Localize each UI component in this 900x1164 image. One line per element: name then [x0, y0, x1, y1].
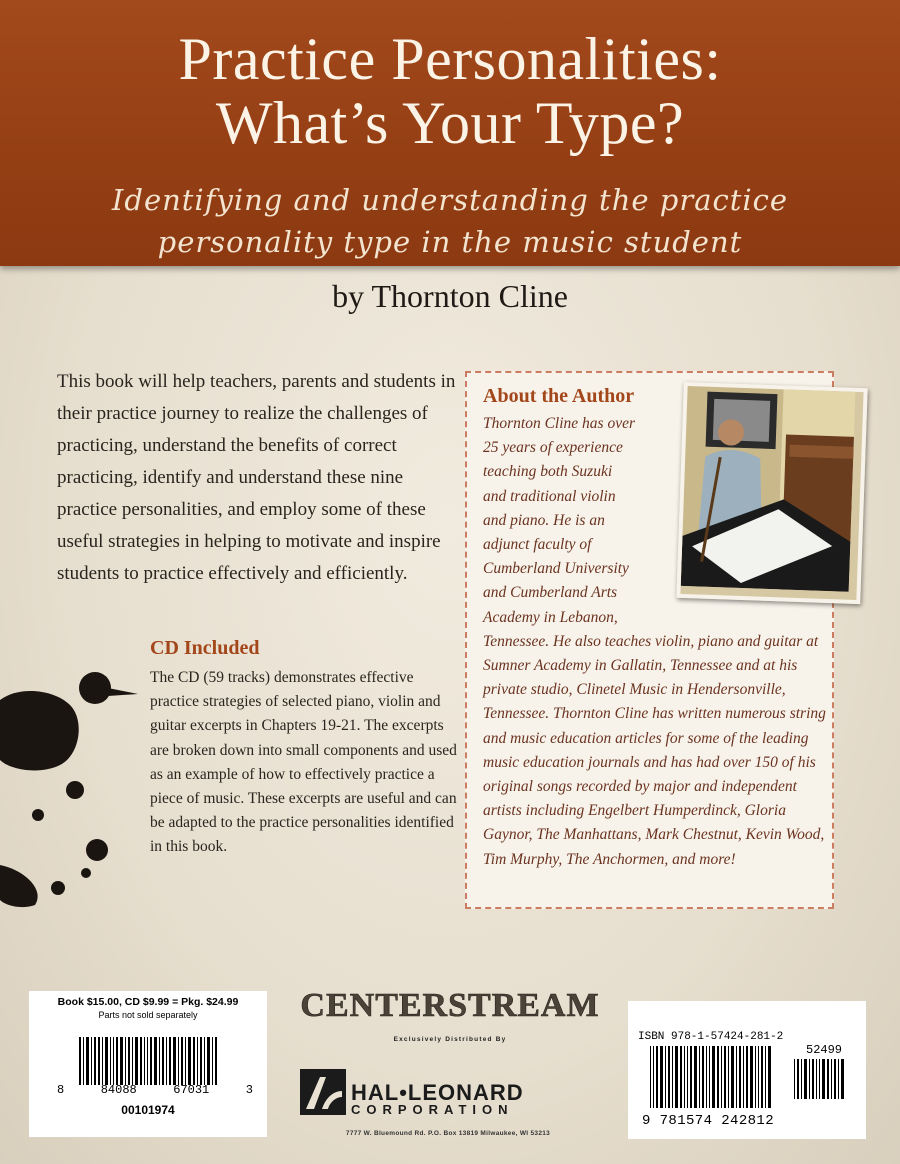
upc-barcode: [79, 1037, 229, 1085]
upc-digits: [57, 1083, 253, 1097]
title-line-1: Practice Personalities:: [178, 26, 722, 92]
upc-digit-group: 67031: [173, 1083, 210, 1097]
centerstream-logo-text: CENTERSTREAM: [300, 987, 600, 1024]
hal-leonard-name: HAL•LEONARD: [351, 1080, 524, 1105]
author-photo: [676, 382, 867, 604]
title-banner: [0, 0, 900, 266]
price-barcode-box: [29, 991, 267, 1137]
cd-description: The CD (59 tracks) demonstrates effective practice strategies of selected piano, violin and guitar excerpts in Chapters 19-21. The excerpts are broken down into small components and used as an example of how to effectively practice a piece of music. These excerpts are useful and can be adapted to the practice personalities identified in this book.: [150, 669, 457, 856]
price-addon-barcode: [794, 1059, 854, 1099]
upc-digit-group: 3: [245, 1083, 253, 1097]
about-body: Thornton Cline has over 25 years of experience teaching both Suzuki and traditional violin and piano. He is an adjunct faculty of Cumberland University and Cumberland Arts Academy in Lebanon, Tennessee. He also teaches violin, piano and guitar at Sumner Academy in Gallatin, Tennessee and at his private studio, Clinetel Music in Hendersonville, Tennessee. Thornton Cline has written numerous string and music education articles for some of the leading music education journals and has had over 150 of his original songs recorded by major and independent artists including Engelbert Humperdinck, Gloria Gaynor, The Manhattans, Mark Chestnut, Kevin Wood, Tim Murphy, The Anchormen, and more!: [483, 415, 826, 868]
distributed-by-label: Exclusively Distributed By: [393, 1036, 507, 1043]
price-text: Book $15.00, CD $9.99 = Pkg. $24.99: [57, 996, 239, 1008]
hal-leonard-logo-icon: [300, 1069, 346, 1115]
title-line-2: What’s Your Type?: [215, 90, 685, 156]
upc-digit-group: 84088: [100, 1083, 137, 1097]
about-heading: About the Author: [483, 385, 635, 407]
subtitle-line-1: Identifying and understanding the practice: [111, 183, 789, 217]
ean-digits: 9 781574 242812: [642, 1113, 775, 1129]
subtitle-line-2: personality type in the music student: [157, 225, 743, 259]
centerstream-logo: [300, 982, 600, 1027]
ean-barcode: [650, 1046, 784, 1108]
book-description: This book will help teachers, parents and students in their practice journey to realize the challenges of practicing, understand the benefits of correct practicing, identify and understand these nine practice personalities, and employ some of these useful strategies in helping to motivate and inspire students to practice effectively and efficiently.: [57, 371, 456, 584]
distributor-address: 7777 W. Bluemound Rd. P.O. Box 13819 Milwaukee, WI 53213: [345, 1130, 551, 1137]
item-code: 00101974: [121, 1103, 175, 1117]
not-sold-separately-text: Parts not sold separately: [98, 1010, 198, 1020]
author-byline: by Thornton Cline: [332, 278, 568, 314]
isbn-text: ISBN 978-1-57424-281-2: [638, 1031, 784, 1043]
hal-leonard-corporation: CORPORATION: [351, 1102, 514, 1117]
cd-heading: CD Included: [150, 637, 260, 659]
price-code: 52499: [806, 1043, 843, 1057]
upc-digit-group: 8: [57, 1083, 65, 1097]
isbn-barcode-box: [628, 1001, 866, 1139]
ink-splatter-decoration: [0, 660, 140, 910]
